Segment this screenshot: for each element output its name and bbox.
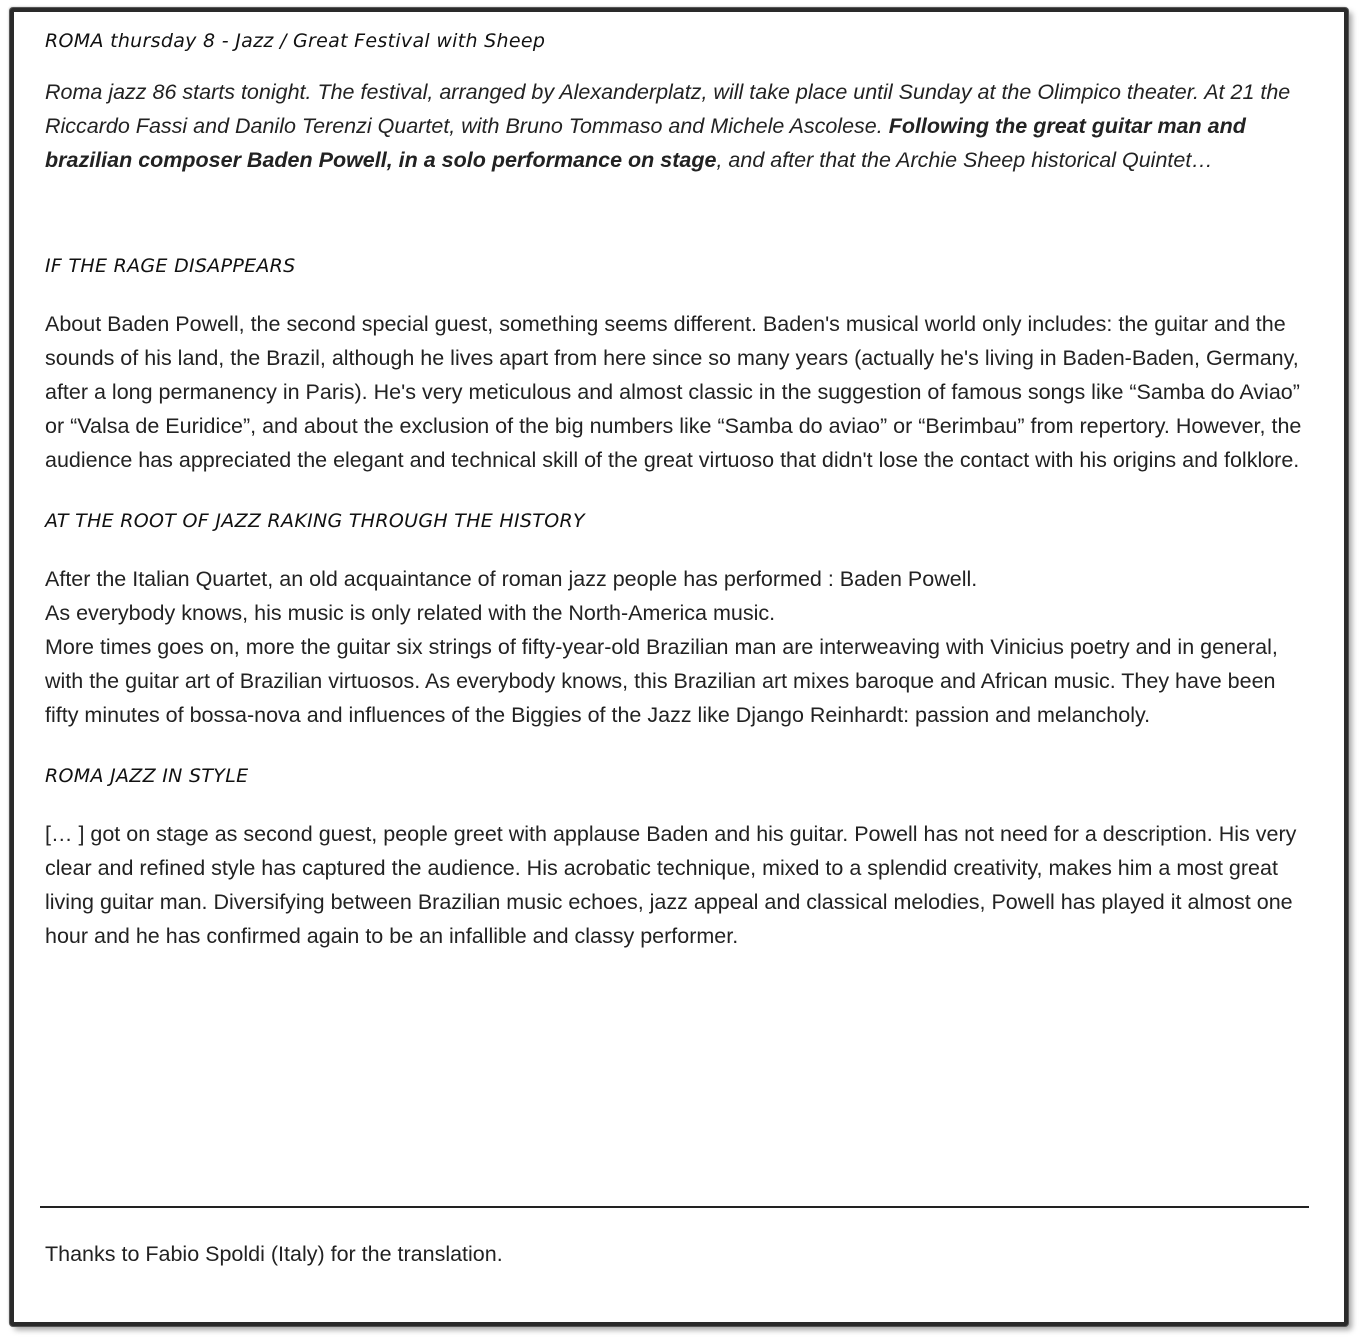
intro-paragraph [45, 75, 1307, 177]
intro-text-b: , and after that the Archie Sheep historical Quintet… [716, 148, 1213, 172]
footer-divider [40, 1206, 1309, 1208]
intro-text-bold: Following the great guitar man and brazilian composer Baden Powell, in a solo performance on stage [45, 114, 1246, 172]
section-heading-style: ROMA JAZZ IN STYLE [45, 765, 249, 787]
intro-text-a: Roma jazz 86 starts tonight. The festival, arranged by Alexanderplatz, will take place until Sunday at the Olimpico theater. At 21 the Riccardo Fassi and Danilo Terenzi Quartet, with Bruno Tommaso and Michele Ascolese. [45, 80, 1291, 138]
section-root-line: As everybody knows, his music is only related with the North-America music. [45, 601, 776, 625]
section-paragraph-style: [… ] got on stage as second guest, people greet with applause Baden and his guitar. Powell has not need for a description. His very clear and refined style has captured the audience. His acrobatic technique, mixed to a splendid creativity, makes him a most great living guitar man. Diversifying between Brazilian music echoes, jazz appeal and classical melodies, Powell has played it almost one hour and he has confirmed again to be an infallible and classy performer. [45, 822, 1297, 948]
translation-credit: Thanks to Fabio Spoldi (Italy) for the translation. [45, 1242, 503, 1266]
section-heading-root: AT THE ROOT OF JAZZ RAKING THROUGH THE HISTORY [45, 510, 585, 532]
section-heading-rage: IF THE RAGE DISAPPEARS [45, 255, 296, 277]
section-root-line: After the Italian Quartet, an old acquaintance of roman jazz people has performed : Baden Powell. [45, 567, 978, 591]
section-root-line: More times goes on, more the guitar six strings of fifty-year-old Brazilian man are interweaving with Vinicius poetry and in general, with the guitar art of Brazilian virtuosos. As everybody knows, this Brazilian art mixes baroque and African music. They have been fifty minutes of bossa-nova and influences of the Biggies of the Jazz like Django Reinhardt: passion and melancholy. [45, 635, 1278, 727]
article-body [45, 30, 1307, 953]
article-dateline-heading: ROMA thursday 8 - Jazz / Great Festival with Sheep [45, 30, 546, 52]
section-paragraph-rage: About Baden Powell, the second special guest, something seems different. Baden's musical world only includes: the guitar and the sounds of his land, the Brazil, although he lives apart from here since so many years (actually he's living in Baden-Baden, Germany, after a long permanency in Paris). He's very meticulous and almost classic in the suggestion of famous songs like “Samba do Aviao” or “Valsa de Euridice”, and about the exclusion of the big numbers like “Samba do aviao” or “Berimbau” from repertory. However, the audience has appreciated the elegant and technical skill of the great virtuoso that didn't lose the contact with his origins and folklore. [45, 312, 1302, 472]
section-paragraph-root [45, 562, 1307, 732]
